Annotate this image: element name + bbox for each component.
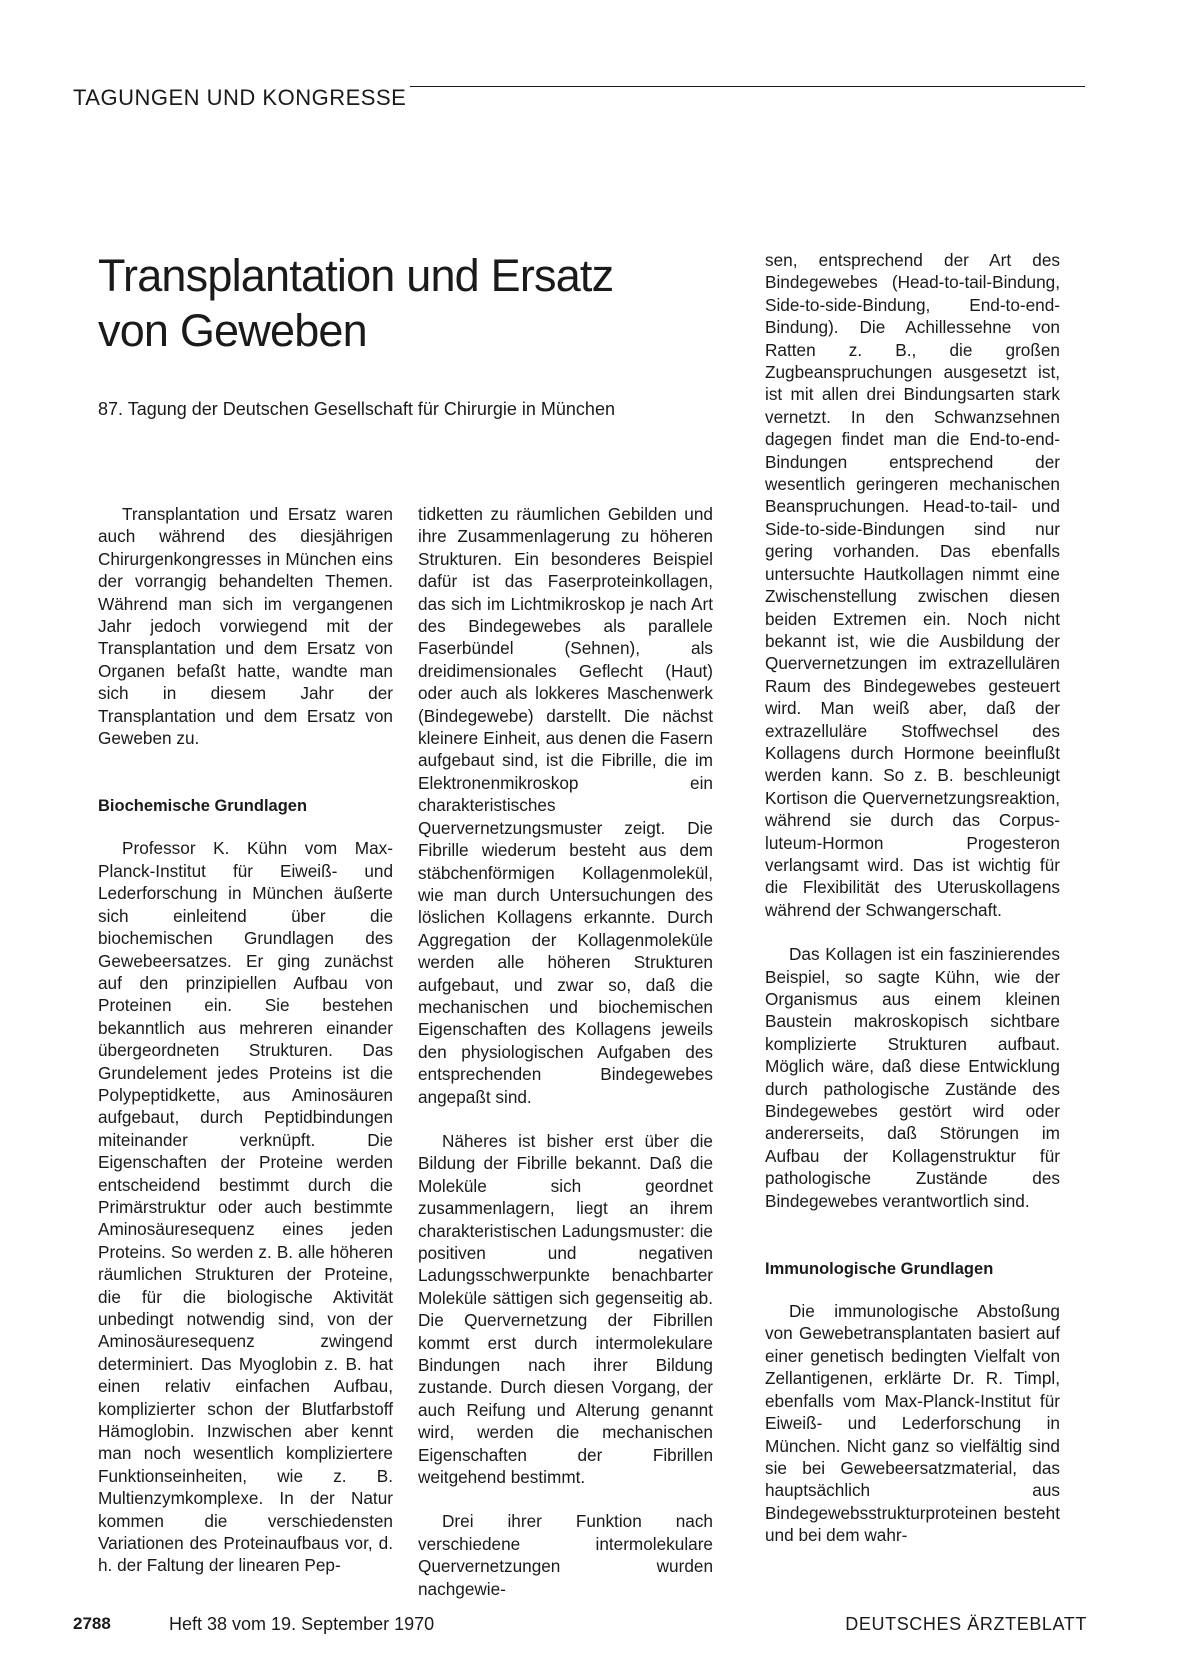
title-line-2: von Geweben [98,305,367,356]
journal-name: DEUTSCHES ÄRZTEBLATT [845,1614,1087,1634]
section-label: TAGUNGEN UND KONGRESSE [73,85,407,110]
heading-immunologische-grundlagen: Immunologische Grundlagen [765,1260,994,1279]
immuno-paragraph: Die immunologische Abstoßung von Gewebetransplantaten basiert auf einer genetisch bedingten Vielfalt von Zellantigenen, erklärte Dr. R. Timpl, ebenfalls vom Max-Planck-Institut für Eiweiß- und Lederforschung in München. Nicht ganz so vielfältig sind sie bei Gewebeersatzmaterial, das hauptsächlich aus Bindegewebsstrukturproteinen besteht und bei dem wahr- [765,1301,1060,1546]
biochem-paragraph: Professor K. Kühn vom Max-Planck-Institut für Eiweiß- und Lederforschung in München äußerte sich einleitend über die biochemischen Grundlagen des Gewebeersatzes. Er ging zunächst auf den prinzipiellen Aufbau von Proteinen ein. Sie bestehen bekanntlich aus mehreren einander übergeordneten Strukturen. Das Grundelement jedes Proteins ist die Polypeptidkette, aus Aminosäuren aufgebaut, durch Peptidbindungen miteinander verknüpft. Die Eigenschaften der Proteine werden entscheidend bestimmt durch die Primärstruktur oder auch bestimmte Aminosäuresequenz eines jeden Proteins. So werden z. B. alle höheren räumlichen Strukturen der Proteine, die für die biologische Aktivität unbedingt notwendig sind, von der Aminosäuresequenz zwingend determiniert. Das Myoglobin z. B. hat einen relativ einfachen Aufbau, komplizierter schon der Blutfarbstoff Hämoglobin. Inzwischen aber kennt man noch wesentlich kompliziertere Funktionseinheiten, wie z. B. Multienzymkomplexe. In der Natur kommen die verschiedensten Variationen des Proteinaufbaus vor, d. h. der Faltung der linearen Pep- [98,838,393,1576]
page-number: 2788 [73,1614,111,1633]
title-line-1: Transplantation und Ersatz [98,250,614,301]
bindungsarten-paragraph: sen, entsprechend der Art des Bindegewebes (Head-to-tail-Bindung, Side-to-side-Bindung, End-to-end-Bindung). Die Achillessehne von Ratten z. B., die großen Zugbeanspruchungen ausgesetzt ist, ist mit allen drei Bindungsarten stark vernetzt. In den Schwanzsehnen dagegen findet man die End-to-end-Bindungen entsprechend der wesentlich geringeren mechanischen Beanspruchungen. Head-to-tail- und Side-to-side-Bindungen sind nur gering vorhanden. Das ebenfalls untersuchte Hautkollagen nimmt eine Zwischenstellung zwischen diesen beiden Extremen ein. Noch nicht bekannt ist, wie die Ausbildung der Quervernetzungen im extrazellulären Raum des Bindegewebes gesteuert wird. Man weiß aber, daß der extrazelluläre Stoffwechsel des Kollagens durch Hormone beeinflußt werden kann. So z. B. beschleunigt Kortison die Quervernetzungsreaktion, während sie durch das Corpus-luteum-Hormon Progesteron verlangsamt wird. Das ist wichtig für die Flexibilität des Uteruskollagens während der Schwangerschaft. [765,250,1060,920]
header-rule [410,86,1085,87]
quervernetzung-paragraph: Drei ihrer Funktion nach verschiedene intermolekulare Quervernetzungen wurden nachgewie- [418,1511,713,1599]
heading-biochemische-grundlagen: Biochemische Grundlagen [98,797,308,816]
section-header [73,86,1085,109]
collagen-paragraph: tidketten zu räumlichen Gebilden und ihre Zusammenlagerung zu höheren Strukturen. Ein besonderes Beispiel dafür ist das Faserproteinkollagen, das sich im Lichtmikroskop je nach Art des Bindegewebes als parallele Faserbündel (Sehnen), als dreidimensionales Geflecht (Haut) oder auch als lokkeres Maschenwerk (Bindegewebe) darstellt. Die nächst kleinere Einheit, aus denen die Fasern aufgebaut sind, ist die Fibrille, die im Elektronenmikroskop ein charakteristisches Quervernetzungsmuster zeigt. Die Fibrille wiederum besteht aus dem stäbchenförmigen Kollagenmolekül, wie man durch Untersuchungen des löslichen Kollagens erkannte. Durch Aggregation der Kollagenmoleküle werden alle höheren Strukturen aufgebaut, und zwar so, daß die mechanischen und biochemischen Eigenschaften des Kollagens jeweils den physiologischen Aufgaben des entsprechenden Bindegewebes angepaßt sind. [418,504,713,1107]
article-subtitle: 87. Tagung der Deutschen Gesellschaft für Chirurgie in München [98,399,615,419]
issue-info: Heft 38 vom 19. September 1970 [169,1614,435,1634]
intro-paragraph: Transplantation und Ersatz waren auch während des diesjährigen Chirurgenkongresses in München eins der vorrangig behandelten Themen. Während man sich im vergangenen Jahr jedoch vorwiegend mit der Transplantation und dem Ersatz von Organen befaßt hatte, wandte man sich in diesem Jahr der Transplantation und dem Ersatz von Geweben zu. [98,504,393,749]
fibrille-paragraph: Näheres ist bisher erst über die Bildung der Fibrille bekannt. Daß die Moleküle sich geordnet zusammenlagern, liegt an ihrem charakteristischen Ladungsmuster: die positiven und negativen Ladungsschwerpunkte benachbarter Moleküle sättigen sich gegenseitig ab. Die Quervernetzung der Fibrillen kommt erst durch intermolekulare Bindungen nach ihrer Bildung zustande. Durch diesen Vorgang, der auch Reifung und Alterung genannt wird, werden die mechanischen Eigenschaften der Fibrillen weitgehend bestimmt. [418,1130,713,1488]
text-column-2 [418,503,713,1600]
text-column-3 [765,249,1060,1547]
kollagen-beispiel-paragraph: Das Kollagen ist ein faszinierendes Beispiel, so sagte Kühn, wie der Organismus aus einem kleinen Baustein makroskopisch sichtbare komplizierte Strukturen aufbaut. Möglich wäre, daß diese Entwicklung durch pathologische Zustände des Bindegewebes gestört wird oder andererseits, daß Störungen im Aufbau der Kollagenstruktur für pathologische Zustände des Bindegewebes verantwortlich sind. [765,944,1060,1211]
text-column-1 [98,503,393,1577]
article-title [98,248,613,358]
